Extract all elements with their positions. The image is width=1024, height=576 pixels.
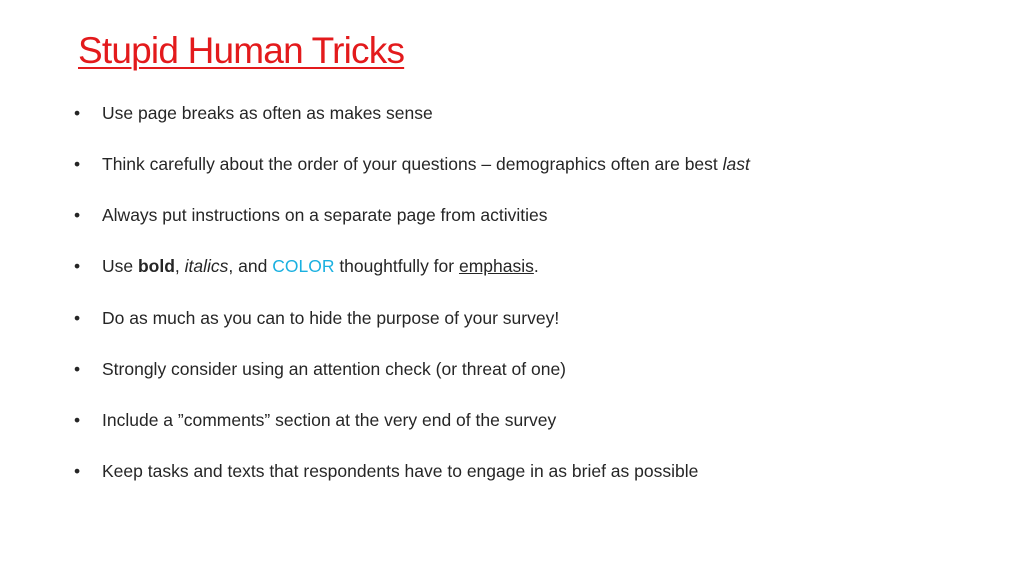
bold-word: bold [137,256,175,276]
bullet-text-prefix: Use [102,256,138,276]
bullet-text-middle: thoughtfully for [334,256,459,276]
bullet-text-suffix: . [533,256,539,276]
bullet-dot-icon: • [74,154,81,174]
separator: , [174,256,185,276]
bullet-text: Always put instructions on a separate page from activities [102,205,548,225]
bullet-dot-icon: • [74,103,81,123]
bullet-text: Use page breaks as often as makes sense [102,103,433,123]
bullet-text: Strongly consider using an attention check (or threat of one) [102,359,567,379]
italic-word: italics [184,256,229,276]
underlined-word: emphasis [458,256,534,276]
bullet-dot-icon: • [74,359,81,379]
slide-title: Stupid Human Tricks [78,30,405,71]
bullet-dot-icon: • [74,205,81,225]
bullet-dot-icon: • [74,410,81,430]
separator: , and [228,256,273,276]
bullet-text: Do as much as you can to hide the purpose of your survey! [102,308,560,328]
bullet-text-main: Think carefully about the order of your questions – demographics often are best [102,154,723,174]
bullet-dot-icon: • [74,461,81,481]
bullet-dot-icon: • [74,308,81,328]
bullet-dot-icon: • [74,256,81,276]
italic-emphasis: last [722,154,750,174]
bullet-text [102,154,750,174]
bullet-text [102,256,539,276]
color-word: COLOR [272,256,335,276]
bullet-text: Keep tasks and texts that respondents have to engage in as brief as possible [102,461,699,481]
bullet-text: Include a ”comments” section at the very end of the survey [102,410,557,430]
